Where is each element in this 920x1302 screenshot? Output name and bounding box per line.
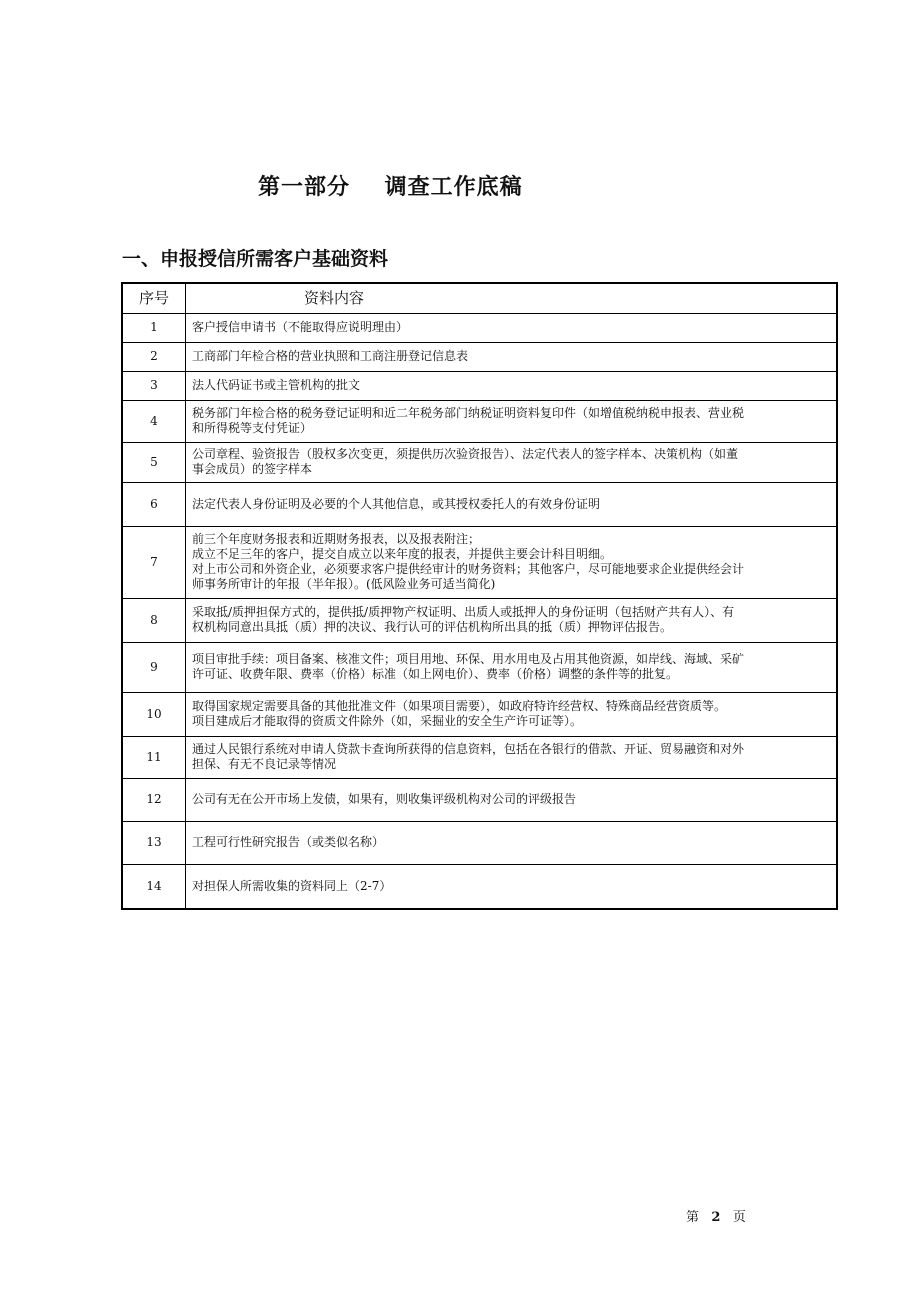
row-number: 7	[122, 526, 186, 598]
row-content	[186, 736, 838, 778]
row-content	[186, 400, 838, 442]
content-line: 和所得税等支付凭证）	[192, 421, 313, 435]
content-line: 许可证、收费年限、费率（价格）标准（如上网电价）、费率（价格）调整的条件等的批复。	[192, 667, 679, 681]
table-row	[122, 736, 837, 778]
page-suffix: 页	[732, 1210, 746, 1225]
table-row	[122, 442, 837, 482]
row-content	[186, 342, 838, 371]
row-number: 1	[122, 313, 186, 342]
row-number: 5	[122, 442, 186, 482]
content-line: 采取抵/质押担保方式的，提供抵/质押物产权证明、出质人或抵押人的身份证明（包括财产共有人）、有	[192, 605, 735, 619]
table-row	[122, 526, 837, 598]
row-number: 14	[122, 864, 186, 909]
table-header-row	[122, 283, 837, 313]
table-row	[122, 313, 837, 342]
row-number: 6	[122, 482, 186, 526]
row-number: 2	[122, 342, 186, 371]
content-line: 对上市公司和外资企业，必须要求客户提供经审计的财务资料；其他客户，尽可能地要求企业提供经会计	[192, 562, 745, 576]
table-row	[122, 778, 837, 821]
row-content	[186, 313, 838, 342]
row-content	[186, 778, 838, 821]
row-content	[186, 482, 838, 526]
row-number: 4	[122, 400, 186, 442]
content-line: 法定代表人身份证明及必要的个人其他信息，或其授权委托人的有效身份证明	[192, 496, 601, 511]
table-row	[122, 642, 837, 692]
content-line: 对担保人所需收集的资料同上（2-7）	[192, 878, 392, 893]
content-line: 项目审批手续：项目备案、核准文件；项目用地、环保、用水用电及占用其他资源，如岸线、海域、采矿	[192, 652, 745, 666]
content-line: 工商部门年检合格的营业执照和工商注册登记信息表	[192, 349, 469, 363]
section-title: 一、申报授信所需客户基础资料	[122, 248, 389, 270]
content-line: 公司章程、验资报告（股权多次变更，须提供历次验资报告）、法定代表人的签字样本、决策机构（如董	[192, 447, 739, 461]
row-number: 9	[122, 642, 186, 692]
table-row	[122, 342, 837, 371]
column-header-content: 资料内容	[186, 283, 838, 313]
table-row	[122, 821, 837, 864]
row-number: 8	[122, 598, 186, 642]
table-row	[122, 400, 837, 442]
row-number: 3	[122, 371, 186, 400]
materials-table	[121, 282, 838, 910]
content-line: 通过人民银行系统对申请人贷款卡查询所获得的信息资料，包括在各银行的借款、开证、贸易融资和对外	[192, 742, 745, 756]
row-number: 13	[122, 821, 186, 864]
row-content	[186, 821, 838, 864]
content-line: 事会成员）的签字样本	[192, 462, 313, 476]
part-title: 第一部分 调查工作底稿	[258, 175, 523, 200]
row-content	[186, 371, 838, 400]
content-line: 取得国家规定需要具备的其他批准文件（如果项目需要），如政府特许经营权、特殊商品经营资质等。	[192, 699, 727, 713]
content-line: 权机构同意出具抵（质）押的决议、我行认可的评估机构所出具的抵（质）押物评估报告。	[192, 620, 673, 634]
content-line: 工程可行性研究报告（或类似名称）	[192, 835, 385, 849]
page-number: 2	[711, 1210, 721, 1225]
row-content	[186, 692, 838, 736]
content-line: 公司有无在公开市场上发债，如果有，则收集评级机构对公司的评级报告	[192, 792, 577, 806]
content-line: 税务部门年检合格的税务登记证明和近二年税务部门纳税证明资料复印件（如增值税纳税申报表、营业税	[192, 406, 745, 420]
content-line: 师事务所审计的年报（半年报）。(低风险业务可适当简化)	[192, 577, 496, 591]
content-line: 法人代码证书或主管机构的批文	[192, 378, 361, 392]
content-line: 担保、有无不良记录等情况	[192, 757, 337, 771]
row-number: 10	[122, 692, 186, 736]
content-line: 项目建成后才能取得的资质文件除外（如，采掘业的安全生产许可证等）。	[192, 714, 583, 728]
page-footer	[686, 1206, 746, 1225]
content-line: 前三个年度财务报表和近期财务报表，以及报表附注；	[192, 532, 481, 546]
row-content	[186, 864, 838, 909]
content-line: 客户授信申请书（不能取得应说明理由）	[192, 320, 409, 334]
content-line: 成立不足三年的客户，提交自成立以来年度的报表，并提供主要会计科目明细。	[192, 547, 613, 561]
row-content	[186, 442, 838, 482]
table-row	[122, 864, 837, 909]
column-header-no: 序号	[122, 283, 186, 313]
table-row	[122, 482, 837, 526]
row-content	[186, 526, 838, 598]
table-row	[122, 371, 837, 400]
row-number: 11	[122, 736, 186, 778]
row-content	[186, 642, 838, 692]
table-row	[122, 598, 837, 642]
table-row	[122, 692, 837, 736]
page-prefix: 第	[686, 1210, 700, 1225]
row-number: 12	[122, 778, 186, 821]
row-content	[186, 598, 838, 642]
